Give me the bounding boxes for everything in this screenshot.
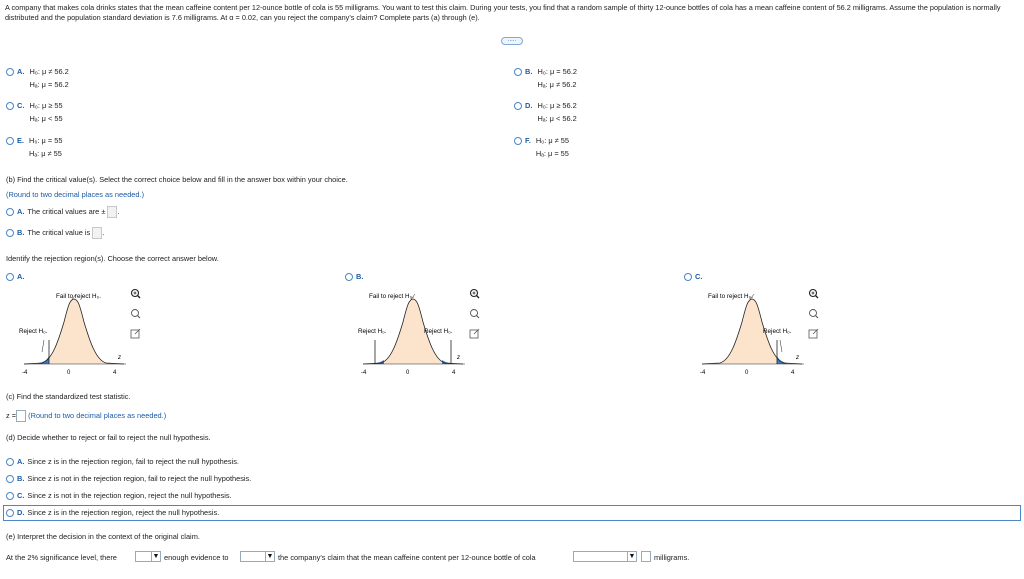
graph-option-c[interactable]: C. [684,272,705,281]
zoom-out-icon [810,310,819,319]
radio-icon[interactable] [6,509,14,517]
graph-b-two-tails [353,284,483,376]
axis-max: 4 [113,370,117,376]
part-d-prompt: (d) Decide whether to reject or fail to reject the null hypothesis. [6,433,211,442]
radio-icon[interactable] [6,458,14,466]
axis-min: -4 [700,370,706,376]
graph-b-tools[interactable] [468,288,482,342]
part-b-round-note: (Round to two decimal places as needed.) [6,190,145,199]
h0-text: H₀: μ = 56.2 [537,67,578,76]
zoom-in-icon [471,290,480,299]
axis-var: z [118,355,121,361]
dropdown-arrow-icon: ▼ [152,553,160,560]
option-c-hypothesis[interactable]: C. H₀: μ ≥ 55 Hₐ: μ < 55 [6,99,63,125]
reject-left-label: Reject H₀. [358,328,387,335]
fail-label: Fail to reject H₀. [708,293,753,300]
zoom-out-icon [471,310,480,319]
radio-icon[interactable] [514,68,522,76]
h0-text: H₀: μ ≥ 56.2 [537,101,577,110]
graph-option-b[interactable]: B. [345,272,366,281]
h0-text: H₀: μ ≠ 56.2 [29,67,69,76]
decision-option-c[interactable]: C. Since z is not in the rejection region, reject the null hypothesis. [6,491,232,500]
axis-zero: 0 [745,370,749,376]
radio-icon[interactable] [6,102,14,110]
axis-zero: 0 [67,370,71,376]
ha-text: Hₐ: μ ≠ 56.2 [537,80,577,89]
dropdown-arrow-icon: ▼ [628,553,636,560]
h0-text: H₀: μ ≠ 55 [535,136,569,145]
reject-right-label: Reject H₀. [763,328,792,335]
option-e-hypothesis[interactable]: E. H₀: μ = 55 Hₐ: μ ≠ 55 [6,134,62,160]
graph-a-left-tail [14,284,144,376]
fail-label: Fail to reject H₀. [369,293,414,300]
dropdown-arrow-icon: ▼ [266,553,274,560]
reject-right-label: Reject H₀. [424,328,453,335]
critical-option-a[interactable]: A. The critical values are ± . [6,206,119,218]
z-label: z = [6,410,17,420]
part-e-prompt: (e) Interpret the decision in the context of the original claim. [6,532,200,541]
option-a-hypothesis[interactable]: A. H₀: μ ≠ 56.2 Hₐ: μ = 56.2 [6,65,69,91]
option-f-hypothesis[interactable]: F. H₀: μ ≠ 55 Hₐ: μ = 55 [514,134,569,160]
decision-option-b[interactable]: B. Since z is not in the rejection region, fail to reject the null hypothesis. [6,474,251,483]
evidence-select[interactable] [135,551,161,562]
reject-left-label: Reject H₀. [19,328,48,335]
problem-statement: A company that makes cola drinks states that the mean caffeine content per 12-ounce bottle of cola is 55 milligrams. You want to test this claim. During your tests, you find that a random sample of thirty 12-ounce bottles of cola has a mean caffeine content of 56.2 milligrams. Assume the population is normally distributed and the population standard deviation is 7.6 milligrams. At α = 0.02, can you reject the company's claim? Complete parts (a) through (e). [5,3,1001,22]
z-statistic-row [6,410,166,422]
critical-option-b[interactable]: B. The critical value is . [6,227,104,239]
radio-icon[interactable] [514,102,522,110]
ha-text: Hₐ: μ = 56.2 [29,80,69,89]
option-b-hypothesis[interactable]: B. H₀: μ = 56.2 Hₐ: μ ≠ 56.2 [514,65,577,91]
comparison-select[interactable] [573,551,637,562]
axis-max: 4 [452,370,456,376]
axis-var: z [796,355,799,361]
ha-text: Hₐ: μ < 55 [29,114,63,123]
axis-zero: 0 [406,370,410,376]
radio-icon[interactable] [6,229,14,237]
radio-icon[interactable] [345,273,353,281]
decision-option-d[interactable]: D. Since z is in the rejection region, reject the null hypothesis. [6,508,219,517]
z-input[interactable] [16,410,26,422]
graph-a-tools[interactable] [129,288,143,342]
external-link-icon [809,329,818,338]
radio-icon[interactable] [6,273,14,281]
interpret-s1: At the 2% significance level, there [6,553,117,562]
radio-icon[interactable] [684,273,692,281]
zoom-in-icon [810,290,819,299]
part-c-prompt: (c) Find the standardized test statistic. [6,392,131,401]
h0-text: H₀: μ = 55 [29,136,63,145]
graph-option-a[interactable]: A. [6,272,27,281]
axis-min: -4 [361,370,367,376]
external-link-icon [131,329,140,338]
radio-icon[interactable] [6,137,14,145]
graph-c-tools[interactable] [807,288,821,342]
radio-icon[interactable] [6,492,14,500]
ha-text: Hₐ: μ = 55 [535,149,569,158]
part-c-round-note: (Round to two decimal places as needed.) [28,410,167,420]
ha-text: Hₐ: μ < 56.2 [537,114,577,123]
radio-icon[interactable] [514,137,522,145]
interpret-s4: milligrams. [654,553,690,562]
interpret-s3: the company's claim that the mean caffeine content per 12-ounce bottle of cola [278,553,536,562]
axis-max: 4 [791,370,795,376]
decision-option-a[interactable]: A. Since z is in the rejection region, fail to reject the null hypothesis. [6,457,239,466]
action-select[interactable] [240,551,275,562]
critical-value-input[interactable] [92,227,102,239]
axis-var: z [457,355,460,361]
radio-icon[interactable] [6,208,14,216]
interpret-s2: enough evidence to [164,553,229,562]
fail-label: Fail to reject H₀. [56,293,101,300]
rejection-region-prompt: Identify the rejection region(s). Choose the correct answer below. [6,254,219,263]
h0-text: H₀: μ ≥ 55 [29,101,63,110]
more-button[interactable]: ..... [501,37,523,45]
zoom-out-icon [132,310,141,319]
radio-icon[interactable] [6,68,14,76]
critical-values-input[interactable] [107,206,117,218]
radio-icon[interactable] [6,475,14,483]
zoom-in-icon [132,290,141,299]
value-input[interactable] [641,551,651,562]
part-b-prompt: (b) Find the critical value(s). Select the correct choice below and fill in the answer box within your choice. [6,175,348,184]
axis-min: -4 [22,370,28,376]
external-link-icon [470,329,479,338]
ha-text: Hₐ: μ ≠ 55 [29,149,62,158]
graph-c-right-tail [692,284,822,376]
option-d-hypothesis[interactable]: D. H₀: μ ≥ 56.2 Hₐ: μ < 56.2 [514,99,577,125]
